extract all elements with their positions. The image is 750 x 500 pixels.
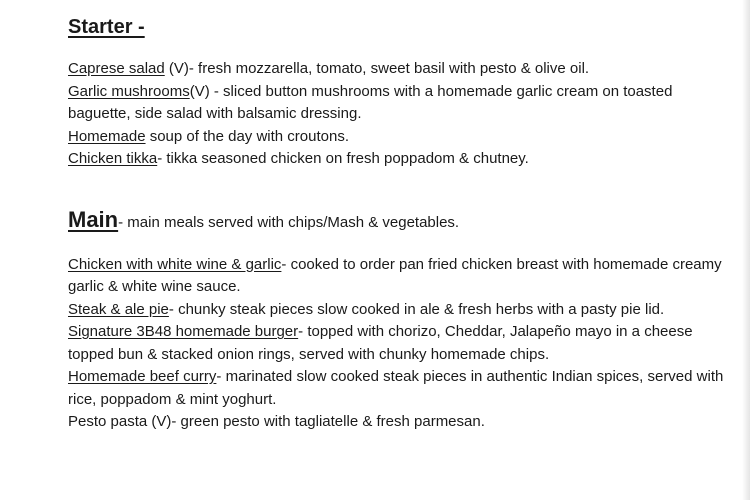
item-name: Homemade beef curry — [68, 368, 217, 385]
main-title: Main — [68, 206, 119, 232]
item-name: Caprese salad — [68, 60, 165, 77]
main-item-pesto-pasta — [68, 411, 738, 434]
menu-content — [68, 14, 738, 434]
item-description: - tikka seasoned chicken on fresh poppadom & chutney. — [157, 150, 529, 167]
item-description: - cooked to order pan fried chicken breast with homemade creamy garlic & white wine sauce. — [68, 255, 722, 295]
item-name: Steak & ale pie — [68, 300, 169, 318]
item-name: Chicken with white wine & garlic — [68, 255, 282, 273]
main-item-chicken-white-wine — [68, 254, 738, 299]
starter-list — [68, 58, 738, 171]
item-name: Homemade — [68, 127, 146, 145]
item-description: Pesto pasta (V)- green pesto with tagliatelle & fresh parmesan. — [68, 413, 485, 430]
main-section — [68, 207, 738, 434]
item-name: Signature 3B48 homemade burger — [68, 323, 299, 340]
item-description: (V) - sliced button mushrooms with a homemade garlic cream on toasted baguette, side salad with balsamic dressing. — [68, 82, 673, 122]
starter-item-garlic-mushrooms — [68, 81, 738, 126]
main-list — [68, 254, 738, 434]
main-heading — [68, 207, 738, 236]
starter-item-soup — [68, 126, 738, 149]
starter-title: Starter - — [68, 16, 145, 38]
item-description: - topped with chorizo, Cheddar, Jalapeño mayo in a cheese topped bun & stacked onion rings, served with chunky homemade chips. — [68, 323, 693, 363]
item-description: - marinated slow cooked steak pieces in authentic Indian spices, served with rice, poppadom & mint yoghurt. — [68, 368, 724, 408]
item-name: Chicken tikka — [68, 150, 158, 167]
starter-heading — [68, 14, 738, 40]
starter-item-caprese-salad — [68, 58, 738, 81]
starter-item-chicken-tikka — [68, 148, 738, 171]
page-edge-shadow — [742, 0, 750, 500]
main-item-beef-curry — [68, 366, 738, 411]
item-description: soup of the day with croutons. — [145, 127, 349, 145]
item-description: (V)- fresh mozzarella, tomato, sweet basil with pesto & olive oil. — [164, 60, 590, 77]
item-description: - chunky steak pieces slow cooked in ale & fresh herbs with a pasty pie lid. — [168, 300, 665, 318]
main-item-signature-burger — [68, 321, 738, 366]
main-item-steak-ale-pie — [68, 299, 738, 322]
item-name: Garlic mushrooms — [68, 82, 190, 100]
main-subtitle: - main meals served with chips/Mash & vegetables. — [118, 213, 460, 231]
